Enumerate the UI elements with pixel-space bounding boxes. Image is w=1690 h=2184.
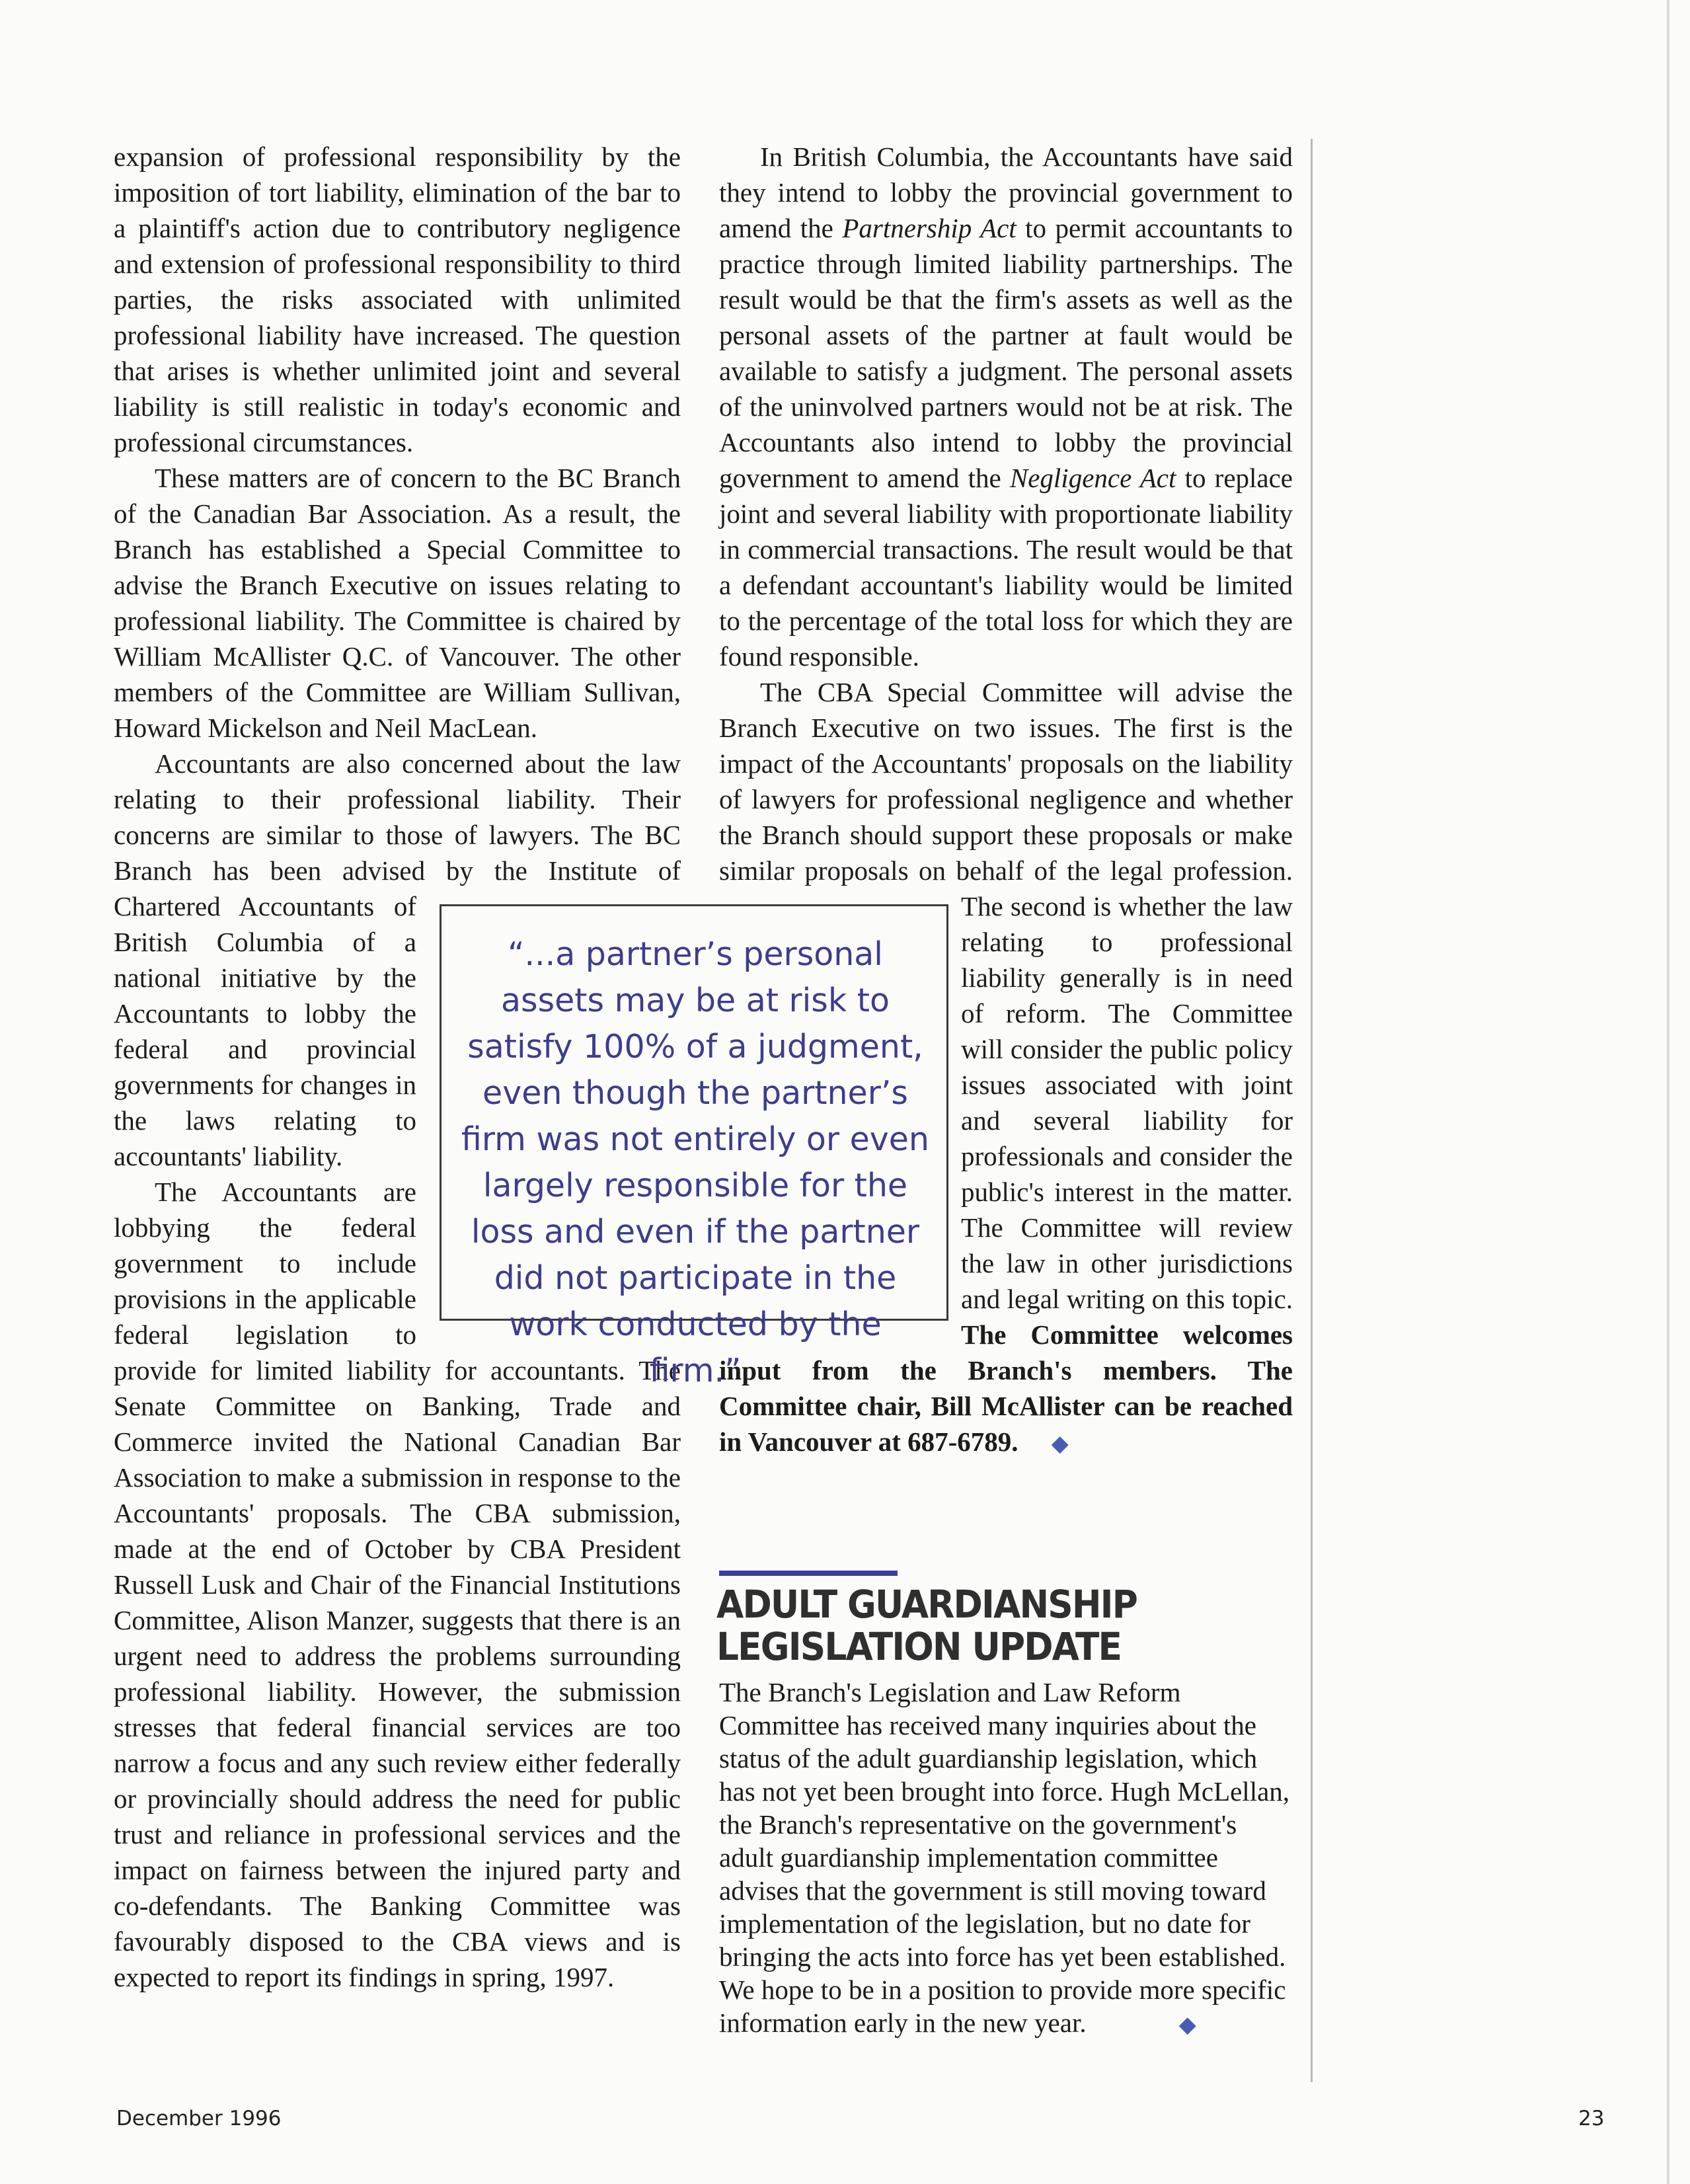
article-heading: ADULT GUARDIANSHIP LEGISLATION UPDATE bbox=[716, 1582, 1137, 1669]
contact-invitation: The Committee welcomes input from the Branch's members. The Committee chair, Bill McAllister can be reached in Vancouver at 687-6789. bbox=[719, 1319, 1293, 1457]
guardianship-article-body: The Branch's Legislation and Law Reform Committee has received many inquiries about the status of the adult guardianship legislation, which has not yet been brought into force. Hugh McLellan, the Branch's representative on the government's adult guardianship implementation committee advises that the government is still moving toward implementation of the legislation, but no date for bringing the acts into force has yet been established. We hope to be in a position to provide more specific information early in the new year. ◆ bbox=[719, 1677, 1290, 2038]
negligence-act-title: Negligence Act bbox=[1009, 463, 1176, 493]
right-paragraph-1: In British Columbia, the Accountants have said they intend to lobby the provincial government to amend the Partnership Act to permit accountants to practice through limited liability partnerships. The result would be that the firm's assets as well as the personal assets of the partner at fault would be available to satisfy a judgment. The personal assets of the uninvolved partners would not be at risk. The Accountants also intend to lobby the provincial government to amend the Negligence Act to replace joint and several liability with proportionate liability in commercial transactions. The result would be that a defendant accountant's liability would be limited to the percentage of the total loss for which they are found responsible. bbox=[719, 141, 1293, 672]
end-mark-icon: ◆ bbox=[1051, 1432, 1069, 1456]
page-number: 23 bbox=[1578, 2107, 1605, 2130]
heading-accent-rule bbox=[719, 1571, 898, 1576]
page-spine-shadow bbox=[1667, 0, 1670, 2184]
left-paragraph-2: These matters are of concern to the BC Branch of the Canadian Bar Association. As a result, the Branch has established a Special Committee to advise the Branch Executive on issues relating to professional liability. The Committee is chaired by William McAllister Q.C. of Vancouver. The other members of the Committee are William Sullivan, Howard Mickelson and Neil MacLean. bbox=[114, 463, 681, 743]
footer-date: December 1996 bbox=[116, 2107, 282, 2130]
column-rule bbox=[1311, 139, 1313, 2082]
end-mark-icon: ◆ bbox=[1178, 2013, 1196, 2037]
left-paragraph-4: The Accountants are lobbying the federal government to include provisions in the applicable federal legislation to provide for limited liability for accountants. The Senate Committee on Banking, Trade and Commerce invited the National Canadian Bar Association to make a submission in response to the Accountants' proposals. The CBA submission, made at the end of October by CBA President Russell Lusk and Chair of the Financial Institutions Committee, Alison Manzer, suggests that there is an urgent need to address the problems surrounding professional liability. However, the submission stresses that federal financial services are too narrow a focus and any such review either federally or provincially should address the need for public trust and reliance in professional services and the impact on fairness between the injured party and co-defendants. The Banking Committee was favourably disposed to the CBA views and is expected to report its findings in spring, 1997. bbox=[114, 1177, 681, 1992]
left-paragraph-3: Accountants are also concerned about the law relating to their professional liability. Their concerns are similar to those of lawyers. The BC Branch has been advised by the Institute of Chartered Accountants of British Columbia of a national initiative by the Accountants to lobby the federal and provincial governments for changes in the laws relating to accountants' liability. bbox=[114, 748, 681, 1171]
partnership-act-title: Partnership Act bbox=[842, 213, 1017, 243]
right-paragraph-2: The CBA Special Committee will advise the Branch Executive on two issues. The first is the impact of the Accountants' proposals on the liability of lawyers for professional negligence and whether the Branch should support these proposals or make similar proposals on behalf of the legal profession. The second is whether the law relating to professional liability generally is in need of reform. The Committee will consider the public policy issues associated with joint and several liability for professionals and consider the public's interest in the matter. The Committee will review the law in other jurisdictions and legal writing on this topic. The Committee welcomes input from the Branch's members. The Committee chair, Bill McAllister can be reached in Vancouver at 687-6789. ◆ bbox=[719, 677, 1293, 1457]
left-paragraph-1: expansion of professional responsibility by the imposition of tort liability, elimination of the bar to a plaintiff's action due to contributory negligence and extension of professional responsibility to third parties, the risks associated with unlimited professional liability have increased. The question that arises is whether unlimited joint and several liability is still realistic in today's economic and professional circumstances. bbox=[114, 141, 681, 457]
pull-quote: “...a partner’s personal assets may be at risk to satisfy 100% of a judgment, even though the partner’s firm was not entirely or even largely responsible for the loss and even if the partner did not participate in the work conducted by the firm.” bbox=[440, 904, 948, 1321]
